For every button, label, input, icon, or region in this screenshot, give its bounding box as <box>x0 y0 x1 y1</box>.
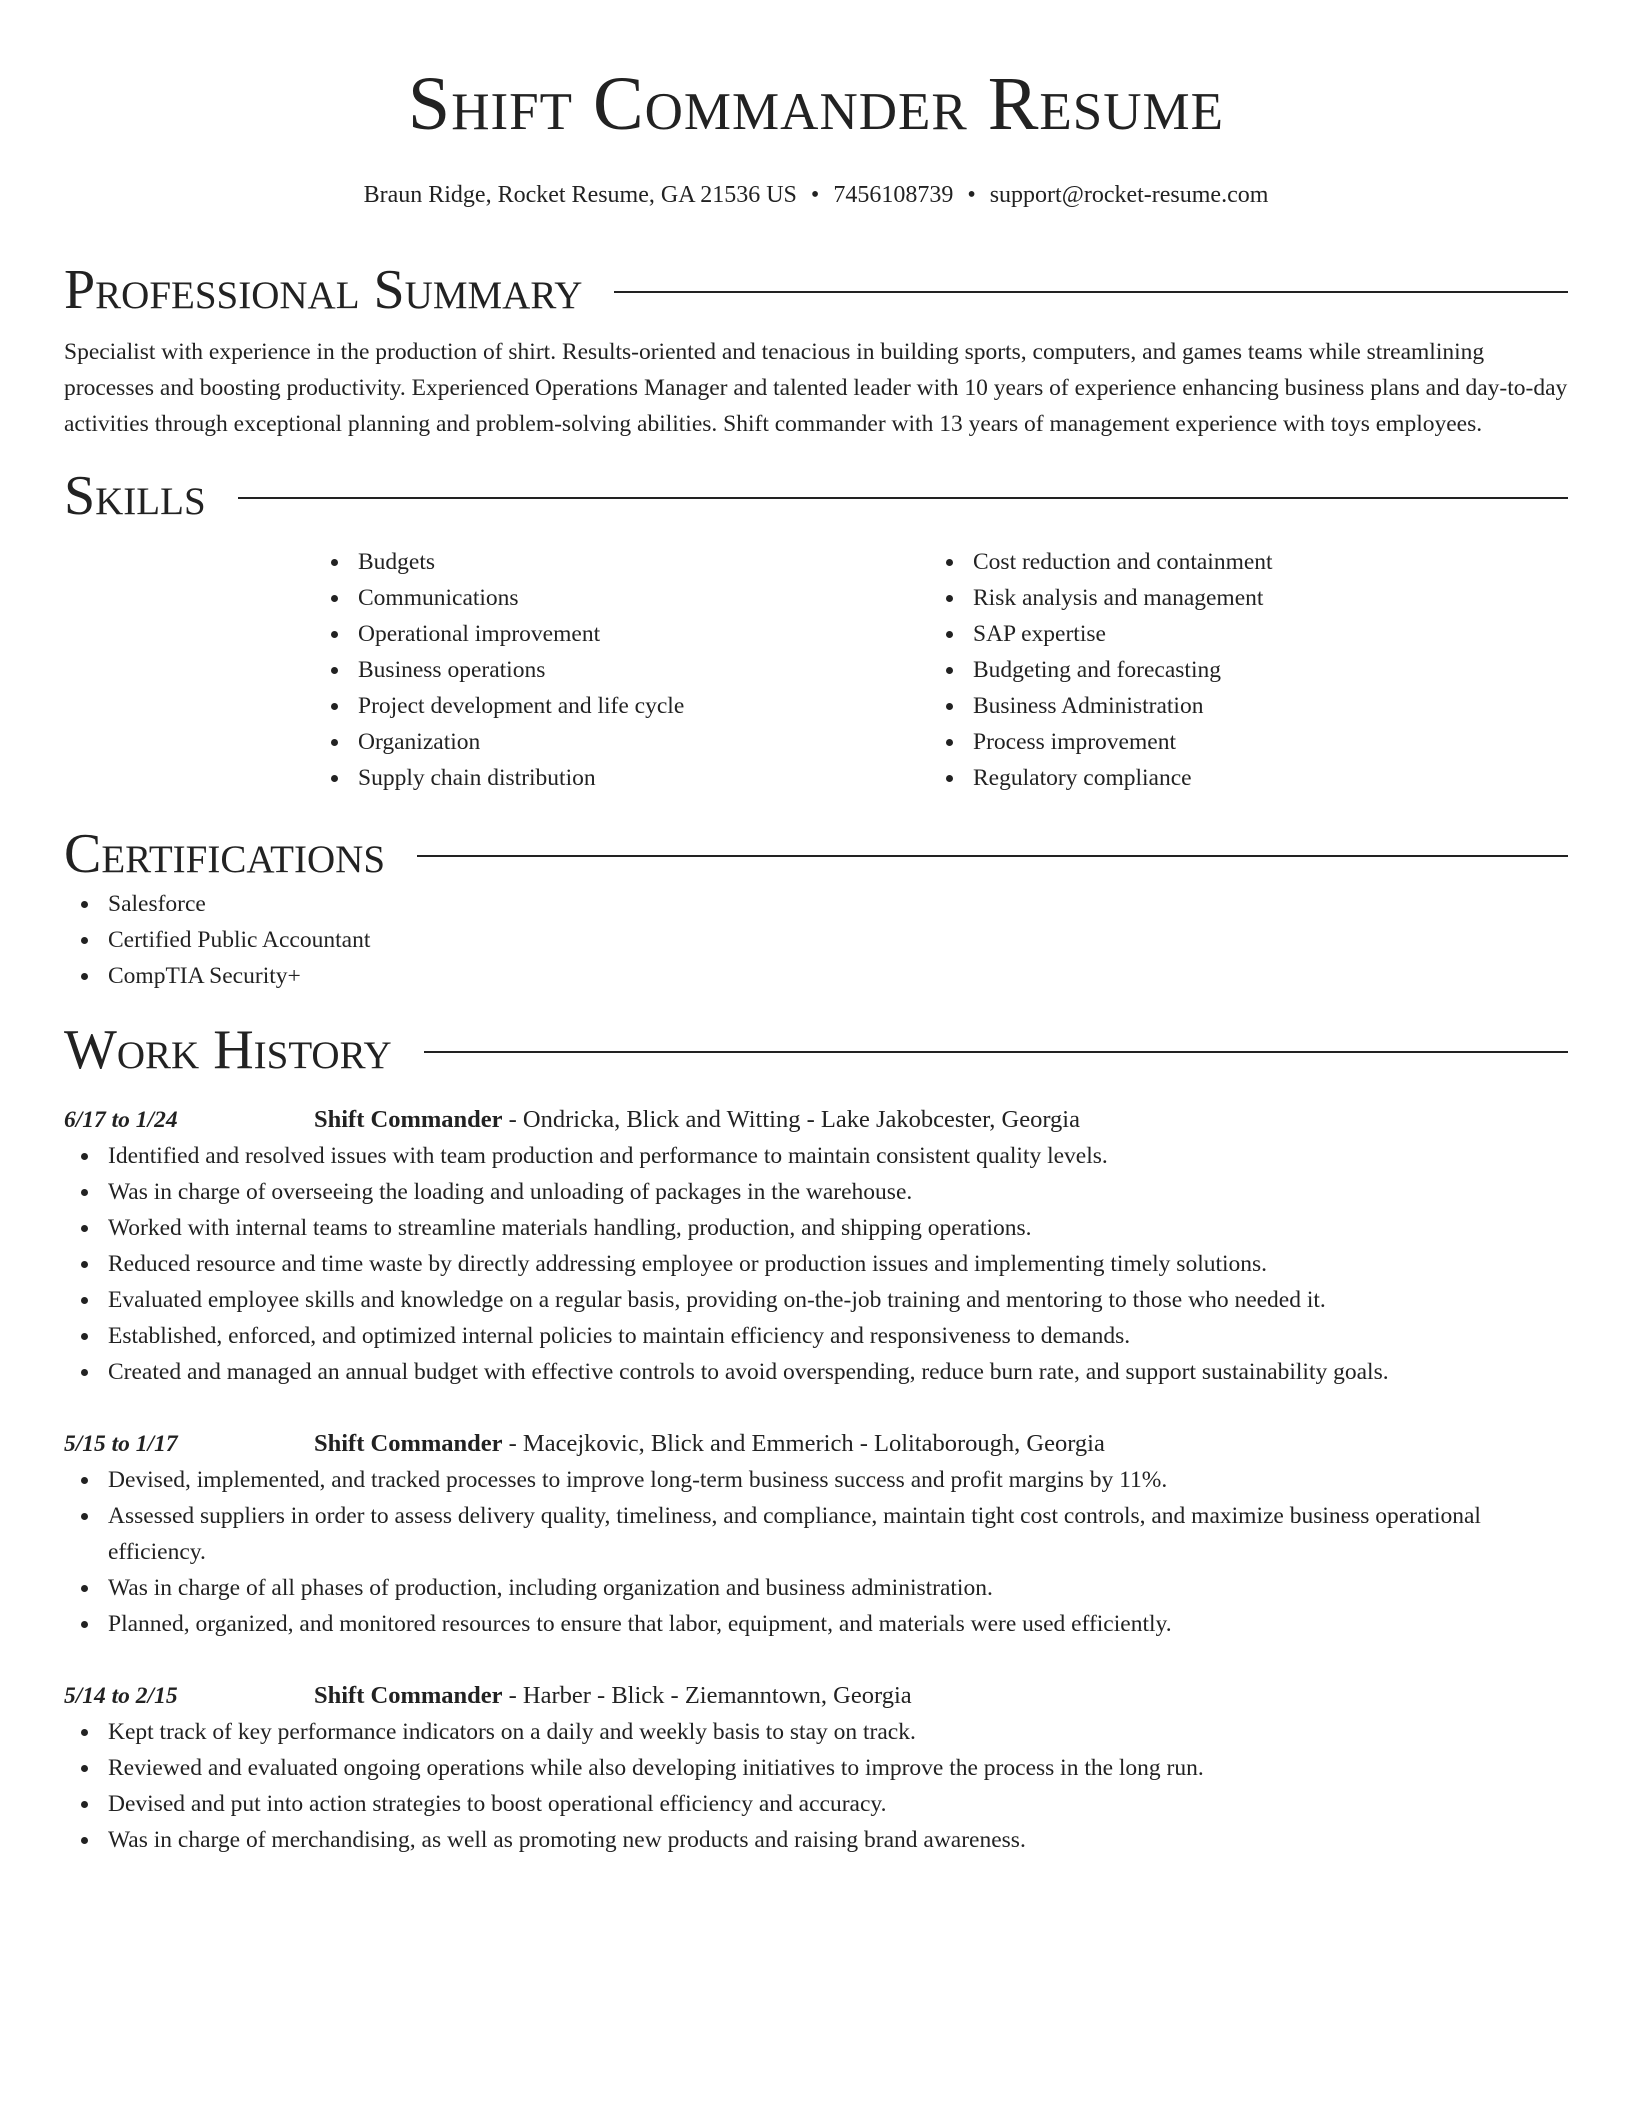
skill-item: Communications <box>314 580 929 616</box>
summary-heading: Professional Summary <box>64 259 583 321</box>
job-bullet: Was in charge of overseeing the loading and unloading of packages in the warehouse. <box>64 1174 1568 1210</box>
job-bullet-list <box>64 1714 1568 1858</box>
job-entry <box>64 1678 1568 1858</box>
job-bullet: Kept track of key performance indicators on a daily and weekly basis to stay on track. <box>64 1714 1568 1750</box>
job-entry <box>64 1426 1568 1642</box>
job-entry <box>64 1102 1568 1390</box>
work-history-heading: Work History <box>64 1019 392 1081</box>
contact-separator: • <box>967 182 976 208</box>
job-bullet: Reduced resource and time waste by directly addressing employee or production issues and implementing timely solutions. <box>64 1246 1568 1282</box>
contact-email: support@rocket-resume.com <box>989 182 1269 208</box>
certifications-list <box>64 886 1568 994</box>
summary-text: Specialist with experience in the production of shirt. Results-oriented and tenacious in building sports, computers, and games teams while streamlining processes and boosting productivity. Experienced Operations Manager and talented leader with 10 years of experience enhancing business plans and day-to-day activities through exceptional planning and problem-solving abilities. Shift commander with 13 years of management experience with toys employees. <box>64 339 1568 437</box>
job-bullet-list <box>64 1138 1568 1390</box>
skills-grid <box>314 544 1568 796</box>
skill-item: Project development and life cycle <box>314 688 929 724</box>
skill-item: Supply chain distribution <box>314 760 929 796</box>
job-bullet: Devised and put into action strategies to boost operational efficiency and accuracy. <box>64 1786 1568 1822</box>
resume-title: Shift Commander Resume <box>407 62 1225 146</box>
skills-section-header <box>64 464 1568 528</box>
skill-item: Operational improvement <box>314 616 929 652</box>
contact-phone: 7456108739 <box>833 182 954 208</box>
skill-item: Business operations <box>314 652 929 688</box>
certifications-section-header <box>64 822 1568 886</box>
job-title-line <box>314 1426 1105 1462</box>
contact-separator: • <box>810 182 820 208</box>
job-bullet: Was in charge of all phases of production, including organization and business administration. <box>64 1570 1568 1606</box>
work-history-list <box>64 1102 1568 1858</box>
skill-item: Process improvement <box>929 724 1544 760</box>
section-divider <box>424 1051 1568 1053</box>
job-bullet: Reviewed and evaluated ongoing operations while also developing initiatives to improve the process in the long run. <box>64 1750 1568 1786</box>
resume-page <box>64 0 1568 1858</box>
job-dates: 6/17 to 1/24 <box>64 1107 178 1133</box>
skill-item: Organization <box>314 724 929 760</box>
skill-item: Business Administration <box>929 688 1544 724</box>
job-dates: 5/15 to 1/17 <box>64 1431 178 1457</box>
skill-item: Budgeting and forecasting <box>929 652 1544 688</box>
section-divider <box>614 291 1568 293</box>
skills-list-right <box>929 544 1544 796</box>
work-history-section-header <box>64 1018 1568 1082</box>
job-dates: 5/14 to 2/15 <box>64 1683 178 1709</box>
summary-section-header <box>64 258 1568 322</box>
skills-list-left <box>314 544 929 796</box>
skills-column-right <box>929 544 1544 796</box>
job-header <box>64 1102 1568 1138</box>
job-header <box>64 1426 1568 1462</box>
section-divider <box>238 497 1568 499</box>
job-bullet: Established, enforced, and optimized internal policies to maintain efficiency and responsiveness to demands. <box>64 1318 1568 1354</box>
job-bullet: Evaluated employee skills and knowledge on a regular basis, providing on-the-job training and mentoring to those who needed it. <box>64 1282 1568 1318</box>
contact-address: Braun Ridge, Rocket Resume, GA 21536 US <box>363 182 797 208</box>
skill-item: Cost reduction and containment <box>929 544 1544 580</box>
skills-column-left <box>314 544 929 796</box>
job-bullet: Devised, implemented, and tracked processes to improve long-term business success and profit margins by 11%. <box>64 1462 1568 1498</box>
job-bullet: Was in charge of merchandising, as well as promoting new products and raising brand awareness. <box>64 1822 1568 1858</box>
job-company-location: - Macejkovic, Blick and Emmerich - Lolitaborough, Georgia <box>502 1430 1105 1457</box>
job-bullet: Worked with internal teams to streamline materials handling, production, and shipping operations. <box>64 1210 1568 1246</box>
job-title-line <box>314 1102 1080 1138</box>
skill-item: SAP expertise <box>929 616 1544 652</box>
skill-item: Regulatory compliance <box>929 760 1544 796</box>
job-bullet: Assessed suppliers in order to assess delivery quality, timeliness, and compliance, maintain tight cost controls, and maximize business operational efficiency. <box>64 1498 1568 1570</box>
job-role: Shift Commander <box>314 1682 503 1709</box>
skills-heading: Skills <box>64 465 206 527</box>
section-divider <box>417 855 1568 857</box>
contact-line <box>64 180 1568 210</box>
job-bullet: Identified and resolved issues with team production and performance to maintain consistent quality levels. <box>64 1138 1568 1174</box>
job-company-location: - Harber - Blick - Ziemanntown, Georgia <box>502 1682 912 1709</box>
certification-item: Certified Public Accountant <box>64 922 1568 958</box>
job-role: Shift Commander <box>314 1430 503 1457</box>
certifications-heading: Certifications <box>64 823 386 885</box>
job-bullet: Planned, organized, and monitored resources to ensure that labor, equipment, and materials were used efficiently. <box>64 1606 1568 1642</box>
skill-item: Risk analysis and management <box>929 580 1544 616</box>
certification-item: CompTIA Security+ <box>64 958 1568 994</box>
job-role: Shift Commander <box>314 1106 503 1133</box>
job-title-line <box>314 1678 912 1714</box>
job-bullet-list <box>64 1462 1568 1642</box>
skill-item: Budgets <box>314 544 929 580</box>
job-bullet: Created and managed an annual budget with effective controls to avoid overspending, reduce burn rate, and support sustainability goals. <box>64 1354 1568 1390</box>
job-company-location: - Ondricka, Blick and Witting - Lake Jakobcester, Georgia <box>502 1106 1080 1133</box>
certification-item: Salesforce <box>64 886 1568 922</box>
job-header <box>64 1678 1568 1714</box>
